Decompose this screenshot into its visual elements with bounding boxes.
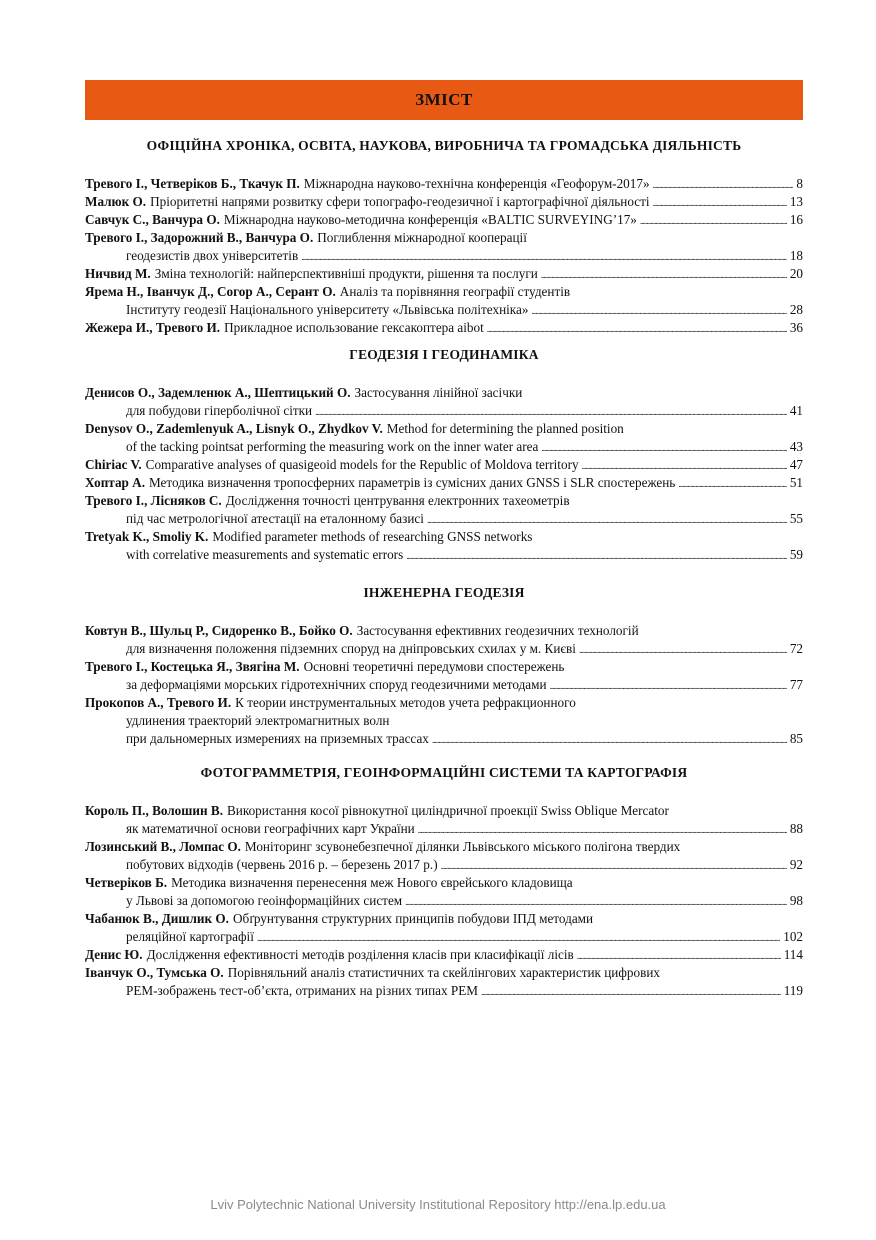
entry-page-number: 28 [789,302,803,317]
dot-leader [541,438,786,456]
entry-title: побутових відходів (червень 2016 р. – березень 2017 р.) [126,857,438,872]
entry-page-number: 92 [789,857,803,872]
entry-title: як математичної основи географічних карт України [126,821,415,836]
dot-leader [678,474,787,492]
toc-entry[interactable] [85,384,803,420]
entry-authors: Денис Ю. [85,947,143,962]
entry-title: Міжнародна науково-методична конференція «BALTIC SURVEYING’17» [223,212,637,227]
entry-authors: Іванчук О., Тумська О. [85,965,224,980]
dot-leader [582,456,787,474]
toc-entry-line [85,301,803,319]
toc-entry-line [85,928,803,946]
entry-title: Аналіз та порівняння географії студентів [339,284,571,299]
dot-leader [579,640,787,658]
contents-banner [85,80,803,120]
toc-entry[interactable] [85,474,803,492]
entry-title: під час метрологічної атестації на еталонному базисі [126,511,424,526]
entry-title: Modified parameter methods of researching GNSS networks [212,529,533,544]
entry-page-number: 77 [789,677,803,692]
toc-entry-line [85,456,803,474]
entry-page-number: 13 [789,194,803,209]
toc-entry[interactable] [85,193,803,211]
entry-title: за деформаціями морських гідротехнічних споруд геодезичними методами [126,677,547,692]
toc-entry[interactable] [85,838,803,874]
entry-authors: Ничвид М. [85,266,151,281]
dot-leader [441,856,787,874]
entry-authors: Tretyak K., Smoliy K. [85,529,209,544]
toc-entry[interactable] [85,946,803,964]
entry-title: геодезистів двох університетів [126,248,299,263]
toc-entry[interactable] [85,319,803,337]
toc-entry-line [85,874,803,892]
dot-leader [640,211,787,229]
entry-page-number: 119 [783,983,803,998]
entry-authors: Chiriac V. [85,457,142,472]
entry-title: Застосування лінійної засічки [354,385,523,400]
dot-leader [418,820,787,838]
entry-authors: Хоптар А. [85,475,145,490]
entry-title: Моніторинг зсувонебезпечної ділянки Львівського міського полігона твердих [244,839,681,854]
toc-entry-line [85,838,803,856]
entry-title: Дослідження ефективності методів розділення класів при класифікації лісів [146,947,574,962]
entry-authors: Прокопов А., Тревого И. [85,695,232,710]
toc-entry[interactable] [85,456,803,474]
dot-leader [531,301,786,319]
toc-entry-line [85,384,803,402]
entry-page-number: 18 [789,248,803,263]
dot-leader [405,892,787,910]
entry-title: Застосування ефективних геодезичних технологій [356,623,639,638]
toc-entry[interactable] [85,528,803,564]
entry-title: Основні теоретичні передумови спостережень [303,659,565,674]
toc-entry[interactable] [85,420,803,456]
toc-entry-line [85,420,803,438]
entry-authors: Ярема Н., Іванчук Д., Согор А., Серант О. [85,284,336,299]
entry-title: with correlative measurements and systematic errors [126,547,404,562]
toc-entry-line [85,265,803,283]
entry-authors: Чабанюк В., Дишлик О. [85,911,229,926]
entry-page-number: 41 [789,403,803,418]
dot-leader [541,265,787,283]
entry-authors: Малюк О. [85,194,147,209]
toc-entry-line [85,658,803,676]
entry-page-number: 8 [796,176,803,191]
entry-title: Пріоритетні напрями розвитку сфери топографо-геодезичної і картографічної діяльності [150,194,650,209]
toc-entry-line [85,211,803,229]
entry-title: Використання косої рівнокутної циліндричної проекції Swiss Oblique Mercator [227,803,669,818]
toc-entry-line [85,193,803,211]
entry-authors: Тревого І., Костецька Я., Звягіна М. [85,659,300,674]
toc-entry-line [85,946,803,964]
entry-page-number: 20 [789,266,803,281]
toc-entry-line [85,402,803,420]
toc-entry-line [85,474,803,492]
banner-title: ЗМІСТ [415,90,473,109]
entry-title: Порівняльний аналіз статистичних та скейлінгових характеристик цифрових [227,965,660,980]
entry-title: Міжнародна науково-технічна конференція «Геофорум-2017» [303,176,650,191]
toc-entry-line [85,892,803,910]
section-title: ГЕОДЕЗІЯ І ГЕОДИНАМІКА [349,347,539,362]
toc-entry[interactable] [85,622,803,658]
dot-leader [653,193,787,211]
toc-entry-line [85,283,803,301]
entry-authors: Жежера И., Тревого И. [85,320,221,335]
section-title: ОФІЦІЙНА ХРОНІКА, ОСВІТА, НАУКОВА, ВИРОБНИЧА ТА ГРОМАДСЬКА ДІЯЛЬНІСТЬ [146,138,742,153]
toc-entry-line [85,676,803,694]
toc-entry-line [85,910,803,928]
entry-title: РЕМ-зображень тест-об’єкта, отриманих на різних типах РЕМ [126,983,478,998]
dot-leader [550,676,787,694]
toc-entry-line [85,438,803,456]
toc-entry[interactable] [85,211,803,229]
entry-authors: Denysov O., Zademlenyuk A., Lisnyk O., Zhydkov V. [85,421,383,436]
toc-entry-line [85,528,803,546]
toc-entry-line [85,694,803,712]
dot-leader [301,247,787,265]
toc-entry[interactable] [85,802,803,838]
entry-title: реляційної картографії [126,929,254,944]
toc-entry[interactable] [85,910,803,946]
entry-page-number: 47 [789,457,803,472]
toc-entry-line [85,175,803,193]
entry-title: of the tacking pointsat performing the measuring work on the inner water area [126,439,539,454]
entry-title: Method for determining the planned position [386,421,624,436]
entry-authors: Тревого І., Четверіков Б., Ткачук П. [85,176,300,191]
toc-entry-line [85,820,803,838]
toc-entry-line [85,546,803,564]
entry-title: К теории инструментальных методов учета рефракционного [235,695,576,710]
entry-page-number: 16 [789,212,803,227]
toc-entry[interactable] [85,694,803,748]
entry-authors: Король П., Волошин В. [85,803,223,818]
toc-entry-line [85,712,803,730]
dot-leader [315,402,787,420]
toc-entry[interactable] [85,175,803,193]
dot-leader [653,175,794,193]
entry-authors: Четверіков Б. [85,875,168,890]
dot-leader [427,510,787,528]
entry-page-number: 88 [789,821,803,836]
toc-entry[interactable] [85,492,803,528]
toc-entry-line [85,622,803,640]
entry-page-number: 55 [789,511,803,526]
entry-page-number: 85 [789,731,803,746]
entry-page-number: 43 [789,439,803,454]
entry-page-number: 59 [789,547,803,562]
toc-entry-line [85,492,803,510]
entry-title: у Львові за допомогою геоінформаційних систем [126,893,403,908]
entry-page-number: 98 [789,893,803,908]
entry-title: Методика визначення перенесення меж Нового єврейського кладовища [171,875,573,890]
entry-title: Інституту геодезії Національного університету «Львівська політехніка» [126,302,529,317]
dot-leader [481,982,781,1000]
entry-title: Поглиблення міжнародної кооперації [317,230,527,245]
entry-page-number: 51 [789,475,803,490]
entry-authors: Савчук С., Ванчура О. [85,212,220,227]
toc-entry[interactable] [85,283,803,319]
entry-authors: Тревого І., Лісняков С. [85,493,222,508]
entry-title: для визначення положення підземних споруд на дніпровських схилах у м. Києві [126,641,576,656]
repository-footer: Lviv Polytechnic National University Institutional Repository http://ena.lp.edu.ua [210,1197,666,1212]
toc-entry-line [85,319,803,337]
entry-title: удлинения траекторий электромагнитных волн [126,713,390,728]
dot-leader [487,319,787,337]
entry-title: Дослідження точності центрування електронних тахеометрів [225,493,570,508]
toc-entry[interactable] [85,658,803,694]
entry-authors: Лозинський В., Ломпас О. [85,839,241,854]
entry-title: при дальномерных измерениях на приземных трассах [126,731,429,746]
entry-page-number: 72 [789,641,803,656]
dot-leader [257,928,780,946]
entry-title: Зміна технологій: найперспективніші продукти, рішення та послуги [154,266,538,281]
toc-entry-line [85,229,803,247]
toc-entry-line [85,510,803,528]
entry-page-number: 102 [783,929,803,944]
toc-entry-line [85,856,803,874]
toc-entry[interactable] [85,964,803,1000]
toc-entry-line [85,964,803,982]
toc-entry-line [85,982,803,1000]
entry-authors: Денисов О., Задемленюк А., Шептицький О. [85,385,351,400]
entry-page-number: 36 [789,320,803,335]
entry-authors: Тревого І., Задорожний В., Ванчура О. [85,230,314,245]
dot-leader [406,546,787,564]
entry-title: Обґрунтування структурних принципів побудови ІПД методами [232,911,594,926]
dot-leader [577,946,781,964]
entry-title: для побудови гіперболічної сітки [126,403,313,418]
toc-entry[interactable] [85,874,803,910]
toc-entry-line [85,730,803,748]
section-title: ІНЖЕНЕРНА ГЕОДЕЗІЯ [363,585,525,600]
toc-entry[interactable] [85,229,803,265]
toc-entry[interactable] [85,265,803,283]
entry-title: Comparative analyses of quasigeoid models for the Republic of Moldova territory [145,457,579,472]
entry-authors: Ковтун В., Шульц Р., Сидоренко В., Бойко О. [85,623,353,638]
dot-leader [432,730,787,748]
toc-entry-line [85,802,803,820]
toc-entry-line [85,247,803,265]
entry-title: Методика визначення тропосферних параметрів із сумісних даних GNSS і SLR спостережень [149,475,676,490]
entry-title: Прикладное использование гексакоптера aibot [224,320,484,335]
section-title: ФОТОГРАММЕТРІЯ, ГЕОІНФОРМАЦІЙНІ СИСТЕМИ ТА КАРТОГРАФІЯ [200,765,688,780]
toc-entry-line [85,640,803,658]
entry-page-number: 114 [783,947,803,962]
